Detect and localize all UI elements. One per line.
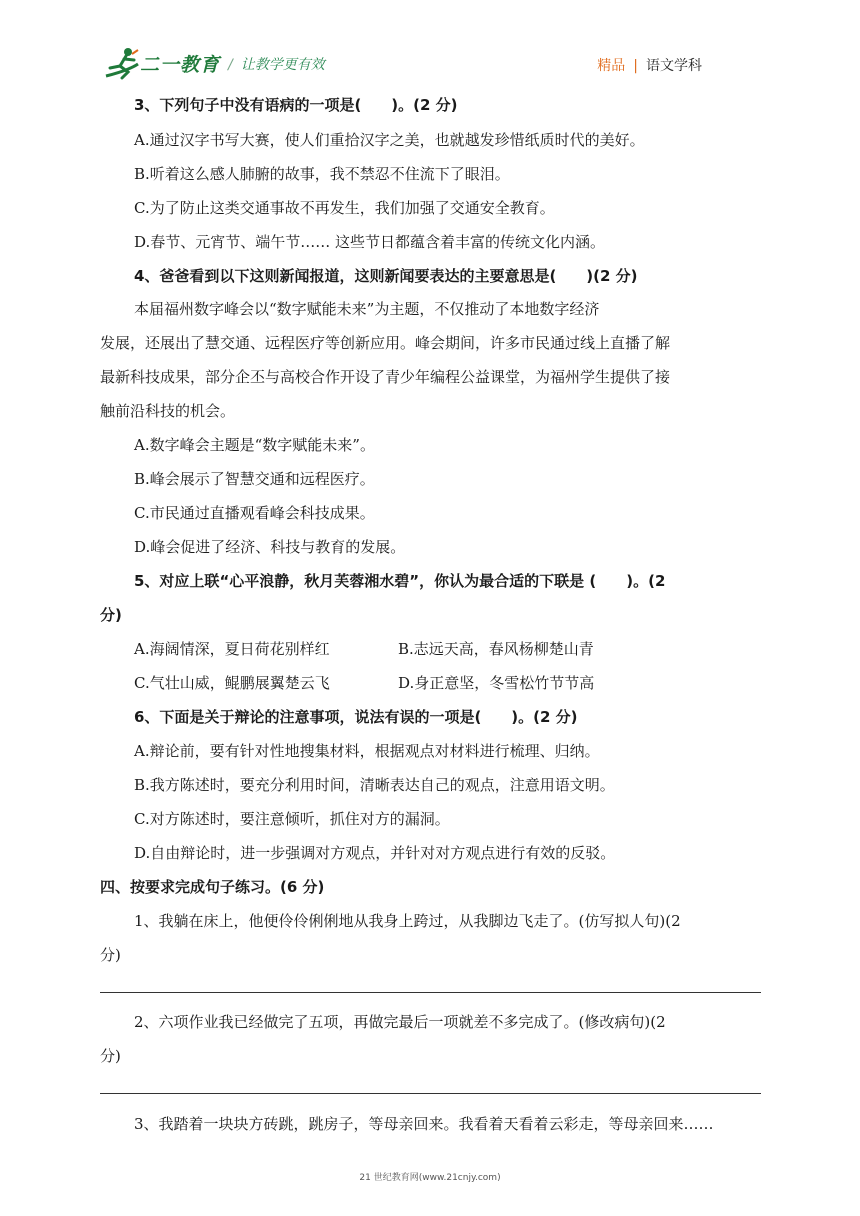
slogan-text: 让教学更有效 (240, 57, 325, 73)
news-paragraph-line-3: 最新科技成果，部分企丕与高校合作开设了青少年编程公益课堂，为福州学生提供了接 (100, 368, 671, 386)
q3-option-d: D.春节、元宵节、端午节…… 这些节日都蕴含着丰富的传统文化内涵。 (134, 233, 606, 251)
question-5-title-cont: 分) (100, 606, 122, 624)
news-paragraph-line-2: 发展，还展出了慧交通、远程医疗等创新应用。峰会期间，许多市民通过线上直播了解 (100, 334, 671, 352)
q5-option-d: D.身正意坚，冬雪松竹节节高 (398, 674, 595, 692)
answer-line-2[interactable] (100, 1093, 761, 1094)
answer-line-1[interactable] (100, 992, 761, 993)
question-3-title: 3、下列句子中没有语病的一项是( )。(2 分) (134, 96, 458, 114)
brand-premium: 精品 (597, 58, 626, 74)
q6-option-c: C.对方陈述时，要注意倾听，抓住对方的漏洞。 (134, 810, 450, 828)
page-footer: 21 世纪教育网(www.21cnjy.com) (359, 1173, 501, 1183)
brand-label: 精品 | 语文学科 (597, 58, 702, 74)
exercise-1-cont: 分) (100, 946, 121, 964)
section-4-heading: 四、按要求完成句子练习。(6 分) (100, 878, 325, 896)
q3-option-a: A.通过汉字书写大赛，使人们重拾汉字之美，也就越发珍惜纸质时代的美好。 (134, 131, 645, 149)
question-5-title: 5、对应上联“心平浪静，秋月芙蓉湘水碧”，你认为最合适的下联是 ( )。(2 (134, 572, 666, 590)
slogan: / 让教学更有效 (228, 57, 325, 73)
q6-option-d: D.自由辩论时，进一步强调对方观点，并针对对方观点进行有效的反驳。 (134, 844, 616, 862)
q5-option-a: A.海阔情深，夏日荷花别样红 (134, 640, 330, 658)
news-paragraph-line-4: 触前沿科技的机会。 (100, 402, 236, 420)
brand-subject: 语文学科 (646, 58, 702, 74)
news-paragraph-line-1: 本届福州数字峰会以“数字赋能未来”为主题，不仅推动了本地数字经济 (134, 300, 600, 318)
q5-option-c: C.气壮山威，鲲鹏展翼楚云飞 (134, 674, 330, 692)
q4-option-d: D.峰会促进了经济、科技与教育的发展。 (134, 538, 406, 556)
q4-option-c: C.市民通过直播观看峰会科技成果。 (134, 504, 375, 522)
question-6-title: 6、下面是关于辩论的注意事项，说法有误的一项是( )。(2 分) (134, 708, 578, 726)
page-header (100, 44, 760, 84)
exercise-1: 1、我躺在床上，他便伶伶俐俐地从我身上跨过，从我脚边飞走了。(仿写拟人句)(2 (134, 912, 681, 930)
exercise-2: 2、六项作业我已经做完了五项，再做完最后一项就差不多完成了。(修改病句)(2 (134, 1013, 666, 1031)
q3-option-c: C.为了防止这类交通事故不再发生，我们加强了交通安全教育。 (134, 199, 555, 217)
exercise-2-cont: 分) (100, 1047, 121, 1065)
q4-option-b: B.峰会展示了智慧交通和远程医疗。 (134, 470, 375, 488)
q6-option-b: B.我方陈述时，要充分利用时间，清晰表达自己的观点，注意用语文明。 (134, 776, 615, 794)
exercise-3: 3、我踏着一块块方砖跳，跳房子，等母亲回来。我看着天看着云彩走，等母亲回来…… (134, 1115, 714, 1133)
logo-text: 二一教育 (140, 54, 221, 76)
q4-option-a: A.数字峰会主题是“数字赋能未来”。 (134, 436, 375, 454)
q5-option-b: B.志远天高，春风杨柳楚山青 (398, 640, 594, 658)
question-4-title: 4、爸爸看到以下这则新闻报道，这则新闻要表达的主要意思是( )(2 分) (134, 267, 638, 285)
q3-option-b: B.听着这么感人肺腑的故事，我不禁忍不住流下了眼泪。 (134, 165, 510, 183)
q6-option-a: A.辩论前，要有针对性地搜集材料，根据观点对材料进行梳理、归纳。 (134, 742, 600, 760)
